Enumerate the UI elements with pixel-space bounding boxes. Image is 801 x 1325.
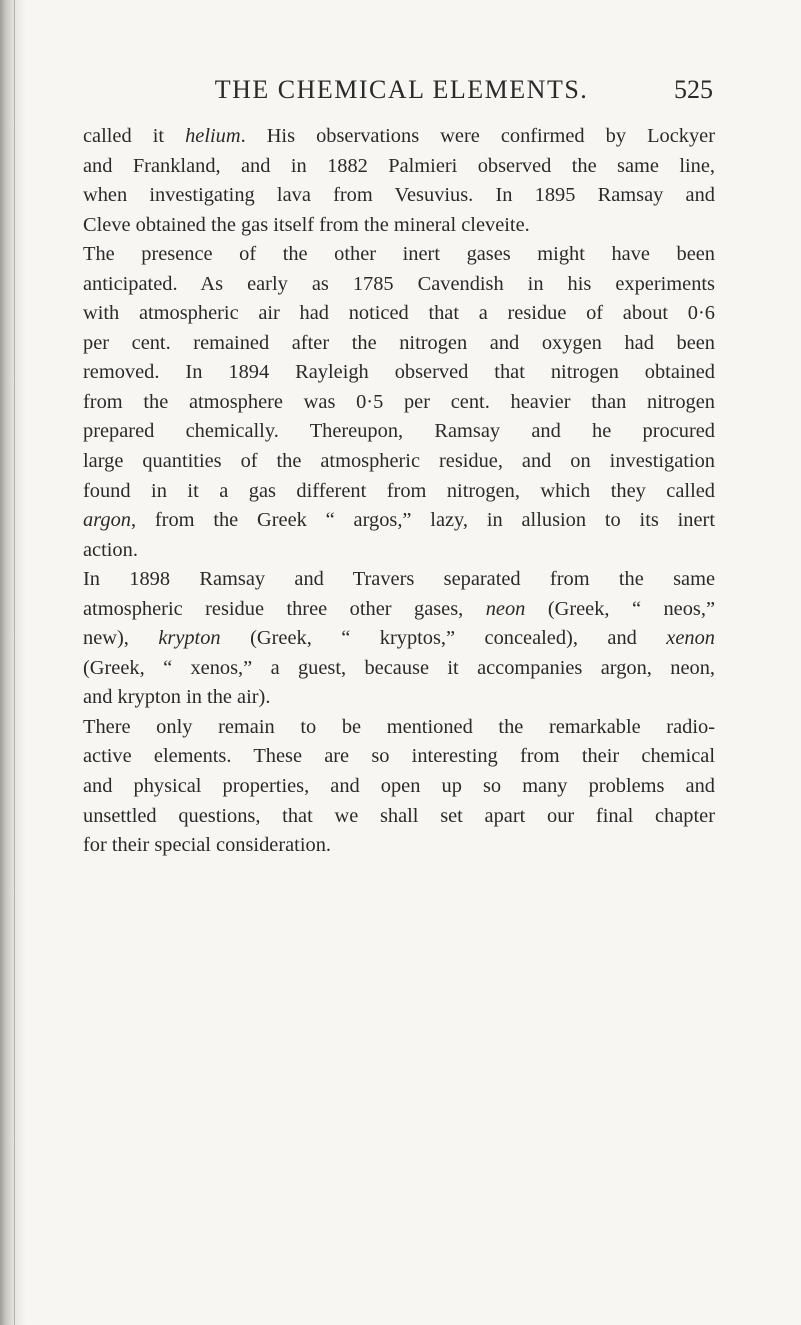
text-line [83, 565, 715, 595]
running-title: THE CHEMICAL ELEMENTS. [214, 75, 589, 104]
page-gutter-shadow [0, 0, 26, 1325]
text-line [83, 742, 715, 772]
text-run: active elements. These are so interesting from their chemical [83, 745, 715, 768]
italic-term: krypton [158, 627, 221, 650]
text-run: removed. In 1894 Rayleigh observed that nitrogen obtained [83, 361, 715, 384]
text-line [83, 447, 715, 477]
paragraph [83, 122, 715, 240]
text-line [83, 506, 715, 536]
text-run: for their special consideration. [83, 834, 331, 857]
text-line [83, 152, 715, 182]
text-run: , from the Greek “ argos,” lazy, in allusion to its inert [130, 509, 715, 532]
text-line [83, 536, 715, 566]
text-run: new), [83, 627, 159, 650]
text-line [83, 181, 715, 211]
paragraph [83, 240, 715, 565]
text-line [83, 713, 715, 743]
text-run: and physical properties, and open up so many problems and [83, 775, 715, 798]
text-run: unsettled questions, that we shall set apart our final chapter [83, 804, 715, 827]
text-run: and krypton in the air). [83, 686, 271, 709]
italic-term: argon [83, 509, 131, 532]
text-run: Cleve obtained the gas itself from the mineral cleveite. [83, 213, 530, 236]
text-run: atmospheric residue three other gases, [83, 597, 486, 620]
text-line [83, 831, 715, 861]
page-number: 525 [674, 75, 713, 104]
text-line [83, 299, 715, 329]
text-line [83, 358, 715, 388]
text-run: and Frankland, and in 1882 Palmieri observed the same line, [83, 154, 715, 177]
text-line [83, 240, 715, 270]
text-line [83, 122, 715, 152]
text-run: from the atmosphere was 0·5 per cent. heavier than nitrogen [83, 390, 715, 413]
text-line [83, 654, 715, 684]
page-gutter-line [14, 0, 15, 1325]
text-run: action. [83, 538, 138, 561]
body-text [83, 122, 715, 861]
text-run: (Greek, “ xenos,” a guest, because it accompanies argon, neon, [83, 656, 715, 679]
text-line [83, 388, 715, 418]
running-head [90, 72, 713, 112]
text-run: large quantities of the atmospheric residue, and on investigation [83, 450, 715, 473]
text-line [83, 329, 715, 359]
text-line [83, 477, 715, 507]
text-run: In 1898 Ramsay and Travers separated from the same [83, 568, 715, 591]
text-run: . His observations were confirmed by Lockyer [240, 125, 716, 147]
italic-term: neon [485, 597, 526, 620]
text-line [83, 417, 715, 447]
text-line [83, 624, 715, 654]
text-line [83, 683, 715, 713]
text-run: found in it a gas different from nitrogen, which they called [83, 479, 715, 502]
italic-term: helium [185, 125, 241, 147]
text-run: with atmospheric air had noticed that a residue of about 0·6 [83, 302, 715, 325]
paragraph [83, 565, 715, 713]
text-run: (Greek, “ neos,” [525, 597, 715, 620]
text-run: The presence of the other inert gases might have been [83, 243, 715, 266]
text-line [83, 772, 715, 802]
text-line [83, 211, 715, 241]
text-run: when investigating lava from Vesuvius. In 1895 Ramsay and [83, 184, 715, 207]
text-run: There only remain to be mentioned the remarkable radio- [83, 715, 715, 738]
text-run: called it [83, 125, 186, 147]
text-run: anticipated. As early as 1785 Cavendish in his experiments [83, 272, 715, 295]
text-run: prepared chemically. Thereupon, Ramsay and he procured [83, 420, 715, 443]
text-run: per cent. remained after the nitrogen and oxygen had been [83, 331, 715, 354]
text-line [83, 802, 715, 832]
italic-term: xenon [666, 627, 715, 650]
text-run: (Greek, “ kryptos,” concealed), and [220, 627, 667, 650]
paragraph [83, 713, 715, 861]
text-line [83, 270, 715, 300]
text-line [83, 595, 715, 625]
